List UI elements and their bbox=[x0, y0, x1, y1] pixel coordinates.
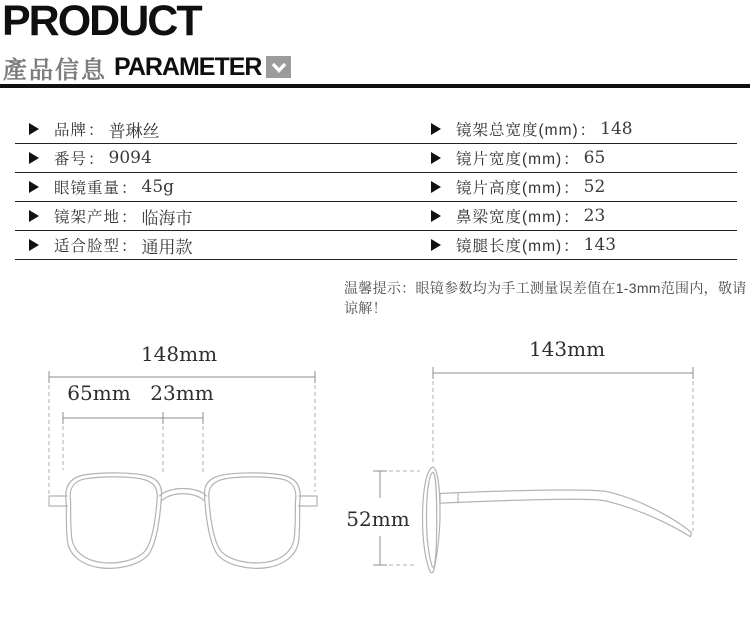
param-model-number bbox=[15, 147, 431, 169]
param-brand bbox=[15, 117, 431, 142]
extension-dashed-lines bbox=[63, 426, 203, 472]
glasses-side-view-diagram bbox=[346, 337, 693, 573]
param-separator: ： bbox=[579, 122, 596, 139]
glasses-diagrams bbox=[0, 330, 750, 617]
param-separator: ： bbox=[88, 122, 104, 139]
table-row bbox=[15, 202, 737, 231]
lens-height-label: 52mm bbox=[346, 507, 410, 531]
param-frame-total-width bbox=[431, 118, 737, 140]
param-separator: ： bbox=[121, 238, 137, 255]
chevron-down-icon bbox=[266, 56, 291, 78]
param-separator: ： bbox=[563, 238, 579, 255]
param-separator: ： bbox=[121, 209, 137, 226]
param-value: 148 bbox=[600, 119, 633, 139]
right-triangle-icon bbox=[29, 181, 39, 193]
glasses-front-view-diagram bbox=[49, 342, 317, 568]
param-lens-width bbox=[431, 147, 737, 169]
param-label: 镜架总宽度(mm) bbox=[456, 122, 579, 139]
param-value: 45g bbox=[141, 177, 175, 197]
param-lens-height bbox=[431, 176, 737, 198]
param-separator: ： bbox=[563, 151, 579, 168]
param-weight bbox=[15, 176, 431, 198]
right-triangle-icon bbox=[431, 181, 441, 193]
page-subtitle bbox=[3, 52, 291, 84]
param-temple-length bbox=[431, 234, 737, 256]
right-temple-stub-sketch bbox=[299, 496, 318, 506]
param-origin bbox=[15, 204, 431, 229]
param-label: 镜片宽度(mm) bbox=[456, 151, 563, 168]
param-label: 眼镜重量 bbox=[54, 180, 121, 197]
lens-side-profile-inner bbox=[427, 472, 437, 567]
param-value: 52 bbox=[583, 177, 606, 197]
param-value: 143 bbox=[583, 235, 617, 255]
temple-length-label: 143mm bbox=[528, 337, 606, 361]
bridge-sketch-outer bbox=[160, 489, 207, 497]
param-separator: ： bbox=[88, 151, 104, 168]
subtitle-chinese: 產品信息 bbox=[3, 56, 107, 84]
bridge-sketch-inner bbox=[162, 494, 204, 501]
right-triangle-icon bbox=[431, 239, 441, 251]
front-total-width-label: 148mm bbox=[140, 342, 218, 366]
param-separator: ： bbox=[121, 180, 137, 197]
param-value: 65 bbox=[583, 148, 606, 168]
param-value: 临海市 bbox=[141, 208, 193, 229]
param-label: 镜架产地 bbox=[54, 209, 121, 226]
measurement-notice: 温馨提示：眼镜参数均为手工测量误差值在1-3mm范围内，敬请谅解！ bbox=[344, 280, 747, 316]
right-triangle-icon bbox=[29, 239, 39, 251]
right-triangle-icon bbox=[431, 152, 441, 164]
param-label: 镜片高度(mm) bbox=[456, 180, 563, 197]
right-triangle-icon bbox=[29, 123, 39, 135]
table-row bbox=[15, 144, 737, 173]
left-lens-sketch bbox=[66, 473, 162, 568]
param-value: 通用款 bbox=[141, 237, 193, 258]
temple-arm-sketch bbox=[440, 490, 692, 537]
right-lens-sketch bbox=[204, 473, 300, 568]
param-face-shape bbox=[15, 233, 431, 258]
table-row bbox=[15, 115, 737, 144]
right-triangle-icon bbox=[29, 210, 39, 222]
param-label: 品牌 bbox=[54, 122, 88, 139]
lens-side-profile-outer bbox=[423, 467, 441, 573]
subtitle-english: PARAMETER bbox=[114, 52, 262, 81]
param-value: 9094 bbox=[108, 148, 152, 168]
header-divider bbox=[0, 84, 750, 88]
param-label: 镜腿长度(mm) bbox=[456, 238, 563, 255]
right-triangle-icon bbox=[431, 123, 441, 135]
param-separator: ： bbox=[563, 180, 579, 197]
page-title: PRODUCT bbox=[2, 0, 201, 45]
table-row bbox=[15, 231, 737, 260]
param-bridge-width bbox=[431, 205, 737, 227]
left-temple-stub-sketch bbox=[49, 496, 68, 506]
lens-width-label: 65mm bbox=[67, 381, 131, 405]
param-value: 普琳丝 bbox=[108, 121, 160, 142]
param-label: 番号 bbox=[54, 151, 88, 168]
param-separator: ： bbox=[563, 209, 579, 226]
param-label: 鼻梁宽度(mm) bbox=[456, 209, 563, 226]
bridge-width-label: 23mm bbox=[150, 381, 214, 405]
param-label: 适合脸型 bbox=[54, 238, 121, 255]
table-row bbox=[15, 173, 737, 202]
param-value: 23 bbox=[583, 206, 606, 226]
right-triangle-icon bbox=[29, 152, 39, 164]
parameter-table bbox=[15, 115, 737, 260]
right-triangle-icon bbox=[431, 210, 441, 222]
